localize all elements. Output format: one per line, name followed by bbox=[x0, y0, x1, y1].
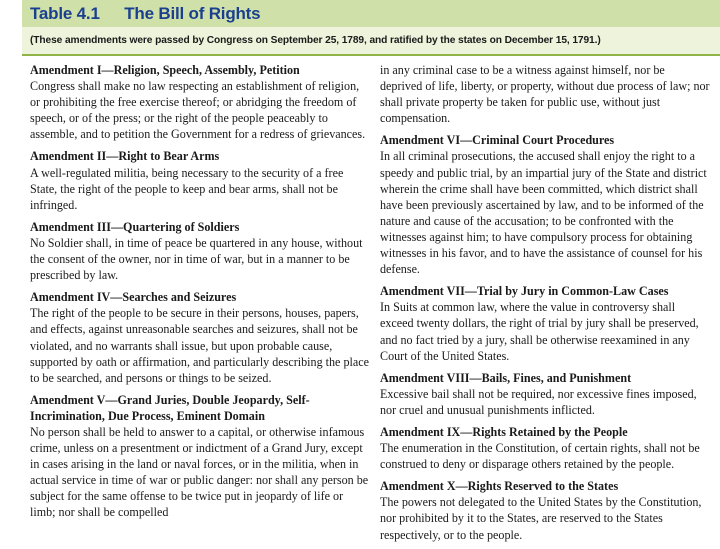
amendment-heading: Amendment III—Quartering of Soldiers bbox=[30, 219, 240, 234]
amendment-text: Excessive bail shall not be required, nor excessive fines imposed, nor cruel and unusual punishments inflicted. bbox=[380, 386, 697, 417]
amendment-5-continuation: in any criminal case to be a witness against himself, nor be deprived of life, liberty, or property, without due process of law; nor shall private property be taken for public use, without just compensation. bbox=[380, 63, 710, 126]
amendment-10 bbox=[380, 478, 710, 542]
table-number: Table 4.1 bbox=[30, 4, 100, 23]
amendment-text: A well-regulated militia, being necessary to the security of a free State, the right of the people to keep and bear arms, shall not be infringed. bbox=[30, 165, 344, 212]
amendment-2 bbox=[30, 148, 370, 212]
amendment-text: In all criminal prosecutions, the accused shall enjoy the right to a speedy and public trial, by an impartial jury of the State and district wherein the crime shall have been committed, which district shall have been previously ascertained by law, and to be informed of the nature and cause of the accusation; to be confronted with the witnesses against him; to have compulsory process for obtaining witnesses in his favor, and to have the assistance of counsel for his defense. bbox=[380, 149, 707, 277]
amendment-5 bbox=[30, 392, 370, 521]
amendment-heading: Amendment VII—Trial by Jury in Common-Law Cases bbox=[380, 284, 669, 299]
amendment-3 bbox=[30, 219, 370, 283]
amendment-heading: Amendment V—Grand Juries, Double Jeopardy, Self-Incrimination, Due Process, Eminent Domain bbox=[30, 392, 310, 423]
amendment-heading: Amendment VIII—Bails, Fines, and Punishment bbox=[380, 370, 632, 385]
amendment-heading: Amendment VI—Criminal Court Procedures bbox=[380, 133, 615, 148]
amendment-text: The powers not delegated to the United States by the Constitution, nor prohibited by it to the States, are reserved to the States respectively, or to the people. bbox=[380, 495, 702, 542]
right-column bbox=[380, 62, 710, 549]
left-column bbox=[30, 62, 370, 527]
amendment-text: In Suits at common law, where the value in controversy shall exceed twenty dollars, the right of trial by jury shall be preserved, and no fact tried by a jury, shall be otherwise reexamined in any Court of the United States. bbox=[380, 300, 699, 363]
amendment-9 bbox=[380, 424, 710, 472]
amendment-text: Congress shall make no law respecting an establishment of religion, or prohibiting the free exercise thereof; or abridging the freedom of speech, or of the press; or the right of the people peaceably to assemble, and to petition the Government for a redress of grievances. bbox=[30, 79, 366, 142]
amendment-heading: Amendment IV—Searches and Seizures bbox=[30, 290, 237, 305]
amendment-heading: Amendment IX—Rights Retained by the People bbox=[380, 424, 628, 439]
table-title-text: The Bill of Rights bbox=[124, 4, 261, 23]
amendment-8 bbox=[380, 370, 710, 418]
amendment-text: The right of the people to be secure in their persons, houses, papers, and effects, against unreasonable searches and seizures, shall not be violated, and no warrants shall issue, but upon probable cause, supported by oath or affirmation, and particularly describing the place to be searched, and persons or things to be seized. bbox=[30, 306, 369, 385]
amendment-heading: Amendment I—Religion, Speech, Assembly, Petition bbox=[30, 63, 300, 77]
amendment-6 bbox=[380, 132, 710, 277]
amendment-1 bbox=[30, 62, 370, 142]
table-subtitle: (These amendments were passed by Congress on September 25, 1789, and ratified by the states on December 15, 1791.) bbox=[30, 35, 601, 46]
table-title bbox=[30, 4, 260, 26]
amendment-7 bbox=[380, 283, 710, 363]
amendment-text: No person shall be held to answer to a capital, or otherwise infamous crime, unless on a presentment or indictment of a Grand Jury, except in cases arising in the land or naval forces, or in the militia, when in actual service in time of war or public danger: nor shall any person be subject for the same offense to be twice put in jeopardy of life or limb; nor shall be compelled bbox=[30, 424, 369, 520]
amendment-4 bbox=[30, 289, 370, 386]
amendment-heading: Amendment X—Rights Reserved to the States bbox=[380, 479, 619, 494]
amendment-text: No Soldier shall, in time of peace be quartered in any house, without the consent of the owner, nor in time of war, but in a manner to be prescribed by law. bbox=[30, 235, 363, 283]
amendment-text: The enumeration in the Constitution, of certain rights, shall not be construed to deny or disparage others retained by the people. bbox=[380, 441, 700, 472]
amendment-heading: Amendment II—Right to Bear Arms bbox=[30, 149, 220, 164]
